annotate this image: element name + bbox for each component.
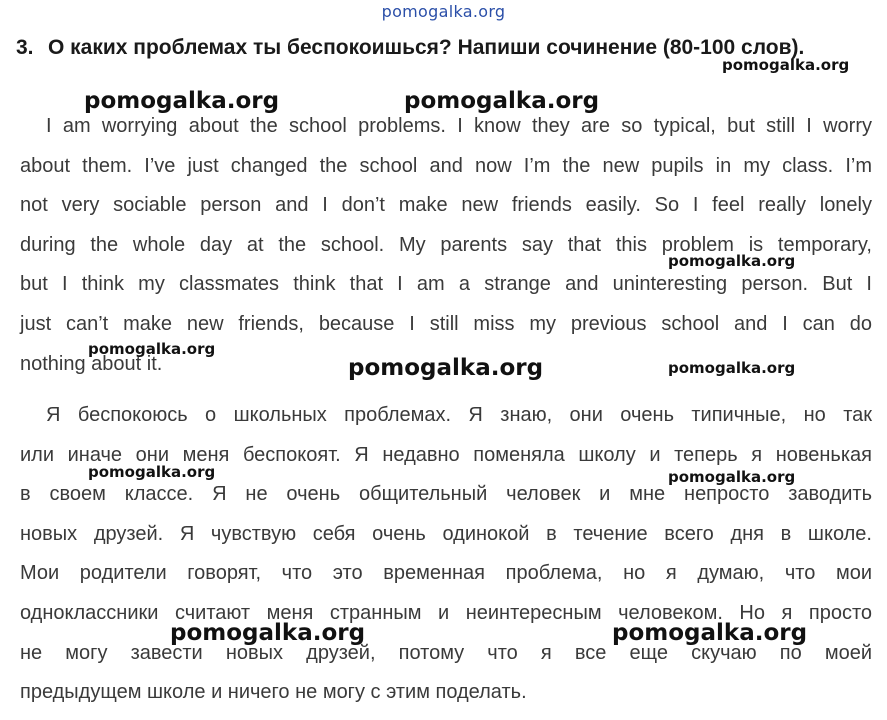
watermark: pomogalka.org xyxy=(84,88,280,114)
translation-line: в своем классе. Я не очень общительный человек и мне непросто заводить xyxy=(20,483,872,506)
essay-line: not very sociable person and I don’t make new friends easily. So I feel really lonely xyxy=(20,194,872,217)
watermark: pomogalka.org xyxy=(722,56,850,74)
translation-line: одноклассники считают меня странным и неинтересным человеком. Но я просто xyxy=(20,601,872,624)
essay-line: but I think my classmates think that I am a strange and uninteresting person. But I xyxy=(20,273,872,296)
translation-line: или иначе они меня беспокоят. Я недавно поменяла школу и теперь я новенькая xyxy=(20,443,872,466)
essay-line: nothing about it. xyxy=(20,352,163,375)
watermark: pomogalka.org xyxy=(668,252,796,270)
russian-translation xyxy=(20,396,872,713)
watermark: pomogalka.org xyxy=(404,88,600,114)
essay-line: just can’t make new friends, because I still miss my previous school and I can do xyxy=(20,312,872,335)
watermark: pomogalka.org xyxy=(612,620,808,646)
watermark: pomogalka.org xyxy=(88,340,216,358)
task-number: 3. xyxy=(16,36,34,59)
watermark: pomogalka.org xyxy=(348,355,544,381)
translation-line: не могу завести новых друзей, потому что я все еще скучаю по моей xyxy=(20,641,872,664)
watermark: pomogalka.org xyxy=(668,468,796,486)
watermark-top: pomogalka.org xyxy=(381,2,506,21)
watermark: pomogalka.org xyxy=(668,359,796,377)
essay-line: about them. I’ve just changed the school and now I’m the new pupils in my class. I’m xyxy=(20,154,872,177)
translation-line: Мои родители говорят, что это временная проблема, но я думаю, что мои xyxy=(20,562,872,585)
essay-line: I am worrying about the school problems. I know they are so typical, but still I worry xyxy=(46,115,872,137)
translation-line: предыдущем школе и ничего не могу с этим поделать. xyxy=(20,681,527,704)
translation-line: новых друзей. Я чувствую себя очень одинокой в течение всего дня в школе. xyxy=(20,522,872,545)
essay-line: during the whole day at the school. My parents say that this problem is temporary, xyxy=(20,233,872,256)
task-title: О каких проблемах ты беспокоишься? Напиши сочинение (80-100 слов). xyxy=(48,36,805,59)
translation-line: Я беспокоюсь о школьных проблемах. Я знаю, они очень типичные, но так xyxy=(46,404,872,426)
watermark: pomogalka.org xyxy=(170,620,366,646)
watermark: pomogalka.org xyxy=(88,463,216,481)
